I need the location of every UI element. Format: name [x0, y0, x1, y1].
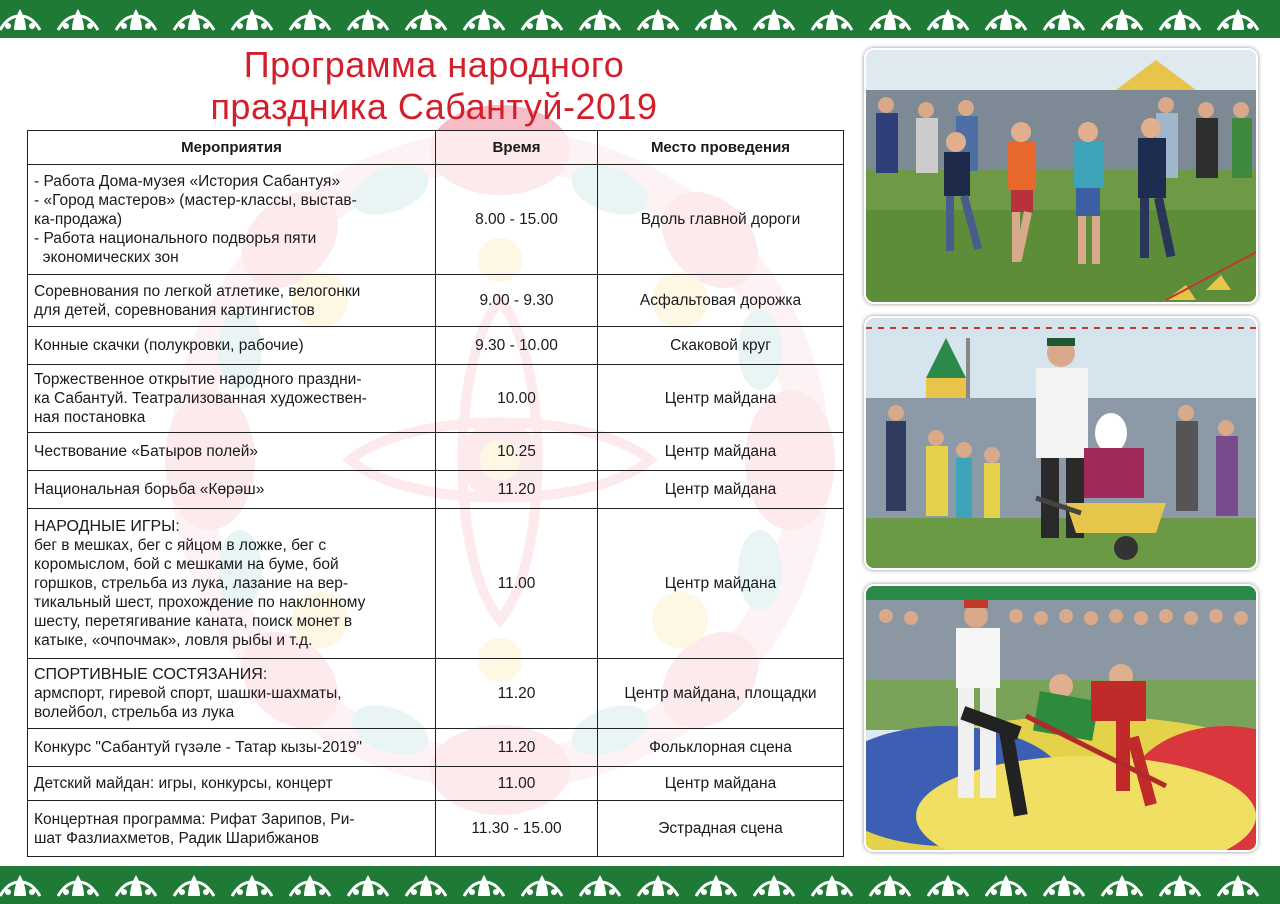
time-cell: 11.20: [436, 659, 598, 729]
event-line: - «Город мастеров» (мастер-классы, выстав-: [34, 192, 357, 209]
table-row: [28, 659, 844, 729]
event-line: ка Сабантуй. Театрализованная художествен-: [34, 390, 367, 407]
event-line: тикальный шест, прохождение по наклонному: [34, 594, 366, 611]
event-line: - Работа национального подворья пяти: [34, 230, 317, 247]
place-cell: Фольклорная сцена: [598, 729, 844, 767]
band-ornament-pattern: [0, 866, 1280, 904]
event-line: Детский майдан: игры, конкурсы, концерт: [34, 775, 333, 792]
event-line: для детей, соревнования картингистов: [34, 301, 315, 319]
time-cell: 11.20: [436, 471, 598, 509]
event-cell: [28, 327, 436, 365]
time-cell: 10.00: [436, 365, 598, 433]
event-cell: [28, 729, 436, 767]
band-ornament-pattern: [0, 0, 1280, 38]
event-heading: СПОРТИВНЫЕ СОСТЯЗАНИЯ:: [34, 666, 268, 683]
place-cell: Эстрадная сцена: [598, 801, 844, 857]
program-table: [27, 130, 844, 857]
header-event: Мероприятия: [28, 131, 436, 165]
place-cell: Центр майдана: [598, 509, 844, 659]
photo-illustration: [866, 50, 1258, 304]
photo-illustration: [866, 586, 1258, 852]
event-line: Торжественное открытие народного праздни-: [34, 371, 362, 388]
event-cell: [28, 365, 436, 433]
table-header-row: [28, 131, 844, 165]
event-line: бег в мешках, бег с яйцом в ложке, бег с: [34, 537, 327, 554]
table-row: [28, 165, 844, 275]
table-row: [28, 365, 844, 433]
time-cell: 11.20: [436, 729, 598, 767]
time-cell: 11.00: [436, 767, 598, 801]
event-line: ка-продажа): [34, 211, 123, 228]
header-time: Время: [436, 131, 598, 165]
table-row: [28, 801, 844, 857]
event-heading: НАРОДНЫЕ ИГРЫ:: [34, 518, 180, 535]
event-line: волейбол, стрельба из лука: [34, 704, 235, 721]
wheelbarrow-race-photo: [864, 316, 1258, 570]
event-cell: [28, 471, 436, 509]
poster-title-line-2: праздника Сабантуй-2019: [210, 86, 658, 127]
time-cell: 9.00 - 9.30: [436, 275, 598, 327]
event-line: Чествование «Батыров полей»: [34, 443, 259, 460]
table-row: [28, 509, 844, 659]
time-cell: 8.00 - 15.00: [436, 165, 598, 275]
table-row: [28, 767, 844, 801]
header-place: Место проведения: [598, 131, 844, 165]
koresh-wrestling-photo: [864, 584, 1258, 852]
event-line: Конкурс "Сабантуй гүзәле - Татар кызы-2019": [34, 739, 363, 756]
time-cell: 9.30 - 10.00: [436, 327, 598, 365]
event-line: горшков, стрельба из лука, лазание на вер-: [34, 575, 349, 592]
table-row: [28, 327, 844, 365]
photo-illustration: [866, 318, 1258, 570]
place-cell: Центр майдана: [598, 767, 844, 801]
time-cell: 11.00: [436, 509, 598, 659]
event-line: коромыслом, бой с мешками на буме, бой: [34, 556, 339, 573]
event-cell: [28, 659, 436, 729]
event-cell: [28, 433, 436, 471]
table-row: [28, 729, 844, 767]
event-line: катыке, «очпочмак», ловля рыбы и т.д.: [34, 632, 313, 649]
table-row: [28, 433, 844, 471]
event-line: армспорт, гиревой спорт, шашки-шахматы,: [34, 685, 342, 702]
place-cell: Центр майдана: [598, 433, 844, 471]
event-line: шат Фазлиахметов, Радик Шарибжанов: [34, 829, 319, 847]
event-cell: [28, 509, 436, 659]
table-row: [28, 471, 844, 509]
children-running-race-photo: [864, 48, 1258, 304]
event-line: Национальная борьба «Көрәш»: [34, 481, 265, 498]
event-cell: [28, 165, 436, 275]
time-cell: 10.25: [436, 433, 598, 471]
place-cell: Центр майдана: [598, 471, 844, 509]
place-cell: Центр майдана: [598, 365, 844, 433]
event-line: Конные скачки (полукровки, рабочие): [34, 337, 304, 354]
bottom-ornament-band: [0, 866, 1280, 904]
place-cell: Асфальтовая дорожка: [598, 275, 844, 327]
event-line: экономических зон: [34, 249, 179, 266]
place-cell: Центр майдана, площадки: [598, 659, 844, 729]
event-cell: [28, 801, 436, 857]
poster-title-line-1: Программа народного: [243, 44, 625, 85]
event-line: Концертная программа: Рифат Зарипов, Ри-: [34, 810, 355, 828]
top-ornament-band: [0, 0, 1280, 38]
event-line: шесту, перетягивание каната, поиск монет в: [34, 613, 353, 630]
place-cell: Вдоль главной дороги: [598, 165, 844, 275]
poster-title: [28, 44, 840, 128]
event-line: Соревнования по легкой атлетике, велогонки: [34, 282, 361, 300]
event-cell: [28, 767, 436, 801]
table-row: [28, 275, 844, 327]
event-line: - Работа Дома-музея «История Сабантуя»: [34, 173, 341, 190]
place-cell: Скаковой круг: [598, 327, 844, 365]
event-cell: [28, 275, 436, 327]
event-line: ная постановка: [34, 409, 146, 426]
time-cell: 11.30 - 15.00: [436, 801, 598, 857]
